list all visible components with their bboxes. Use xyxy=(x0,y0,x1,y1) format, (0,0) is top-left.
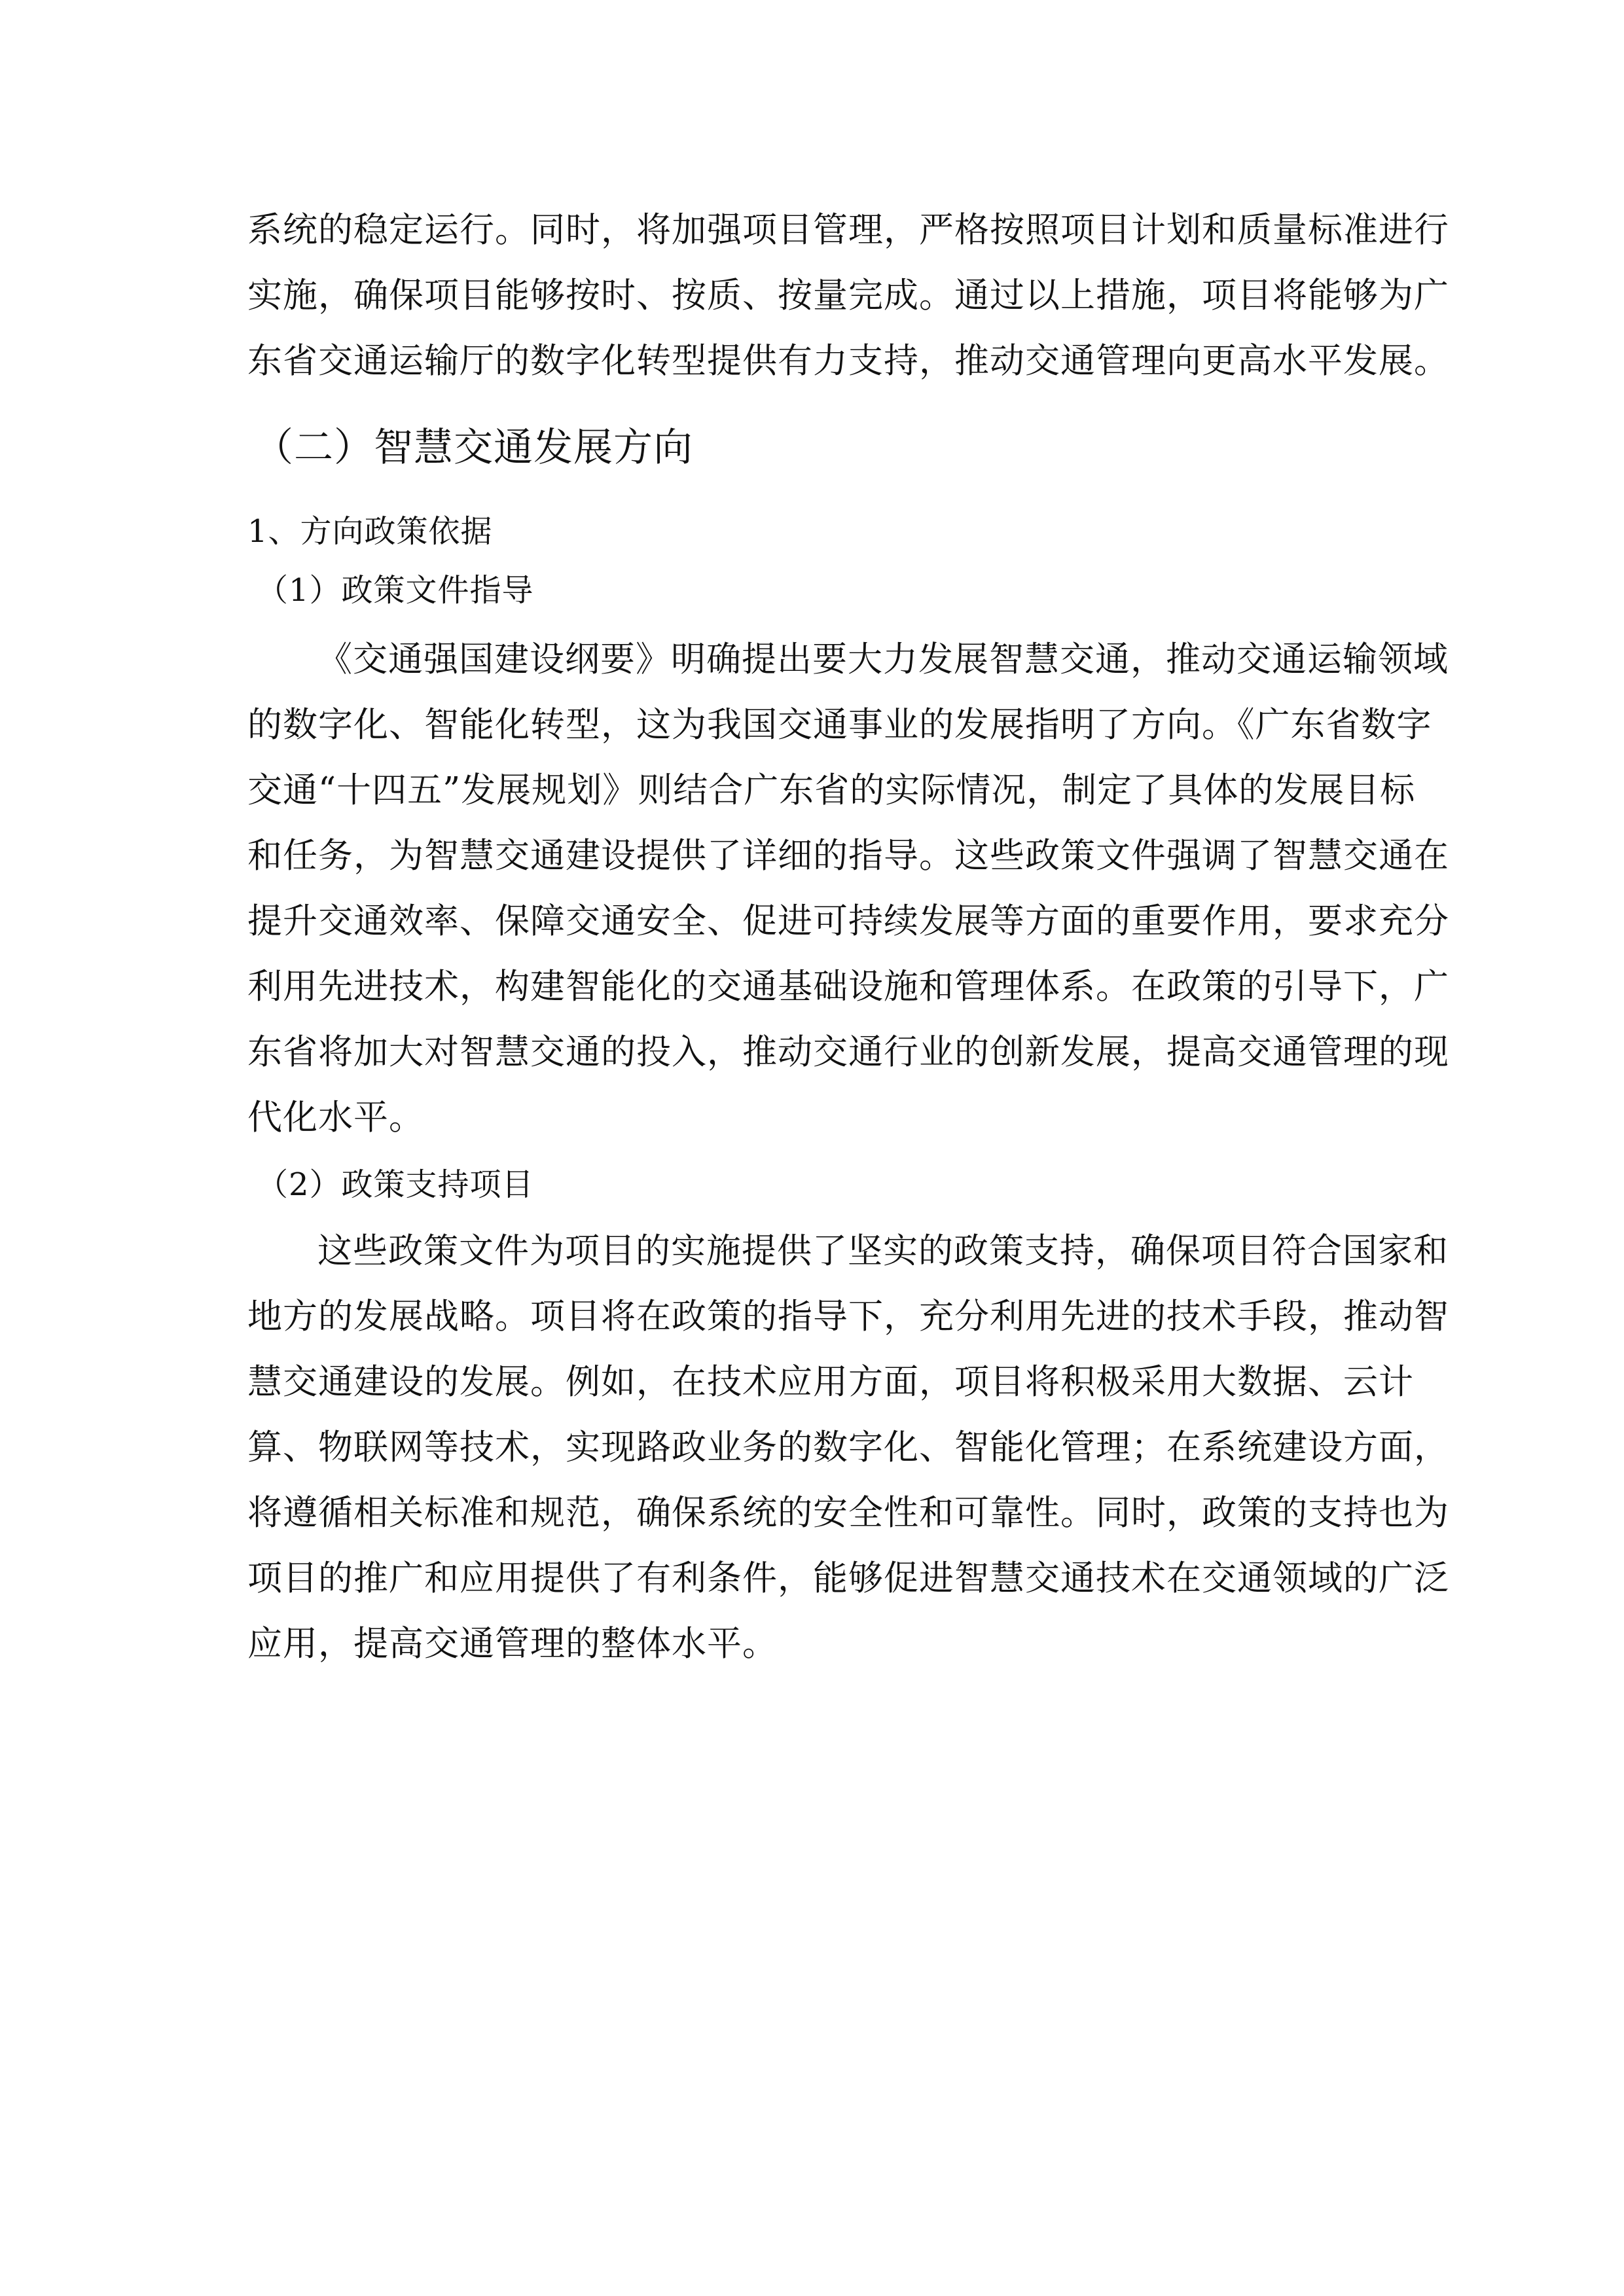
item-heading: （1）政策文件指导 xyxy=(257,572,534,609)
item1-paragraph-line: 交通“十四五”发展规划》则结合广东省的实际情况，制定了具体的发展目标 xyxy=(247,770,1416,810)
section-heading: （二）智慧交通发展方向 xyxy=(254,425,693,471)
item2-paragraph-line: 慧交通建设的发展。例如，在技术应用方面，项目将积极采用大数据、云计 xyxy=(247,1362,1414,1402)
item1-paragraph-line: 的数字化、智能化转型，这为我国交通事业的发展指明了方向。《广东省数字 xyxy=(247,705,1432,745)
item1-paragraph-line: 和任务，为智慧交通建设提供了详细的指导。这些政策文件强调了智慧交通在 xyxy=(247,836,1449,876)
item1-paragraph-line: 利用先进技术，构建智能化的交通基础设施和管理体系。在政策的引导下，广 xyxy=(247,967,1449,1007)
item2-paragraph-line: 应用，提高交通管理的整体水平。 xyxy=(247,1624,778,1664)
item2-paragraph-line: 将遵循相关标准和规范，确保系统的安全性和可靠性。同时，政策的支持也为 xyxy=(247,1493,1449,1533)
item2-paragraph-line: 地方的发展战略。项目将在政策的指导下，充分利用先进的技术手段，推动智 xyxy=(247,1297,1449,1336)
item1-paragraph-line: 提升交通效率、保障交通安全、促进可持续发展等方面的重要作用，要求充分 xyxy=(247,901,1449,941)
item2-paragraph-line: 这些政策文件为项目的实施提供了坚实的政策支持，确保项目符合国家和 xyxy=(317,1231,1449,1271)
subsection-heading: 1、方向政策依据 xyxy=(247,513,493,550)
item1-paragraph-line: 《交通强国建设纲要》明确提出要大力发展智慧交通，推动交通运输领域 xyxy=(317,639,1449,679)
item-heading: （2）政策支持项目 xyxy=(257,1166,534,1203)
intro-paragraph-line: 实施，确保项目能够按时、按质、按量完成。通过以上措施，项目将能够为广 xyxy=(247,276,1449,315)
item1-paragraph-line: 代化水平。 xyxy=(247,1098,424,1138)
intro-paragraph-line: 东省交通运输厅的数字化转型提供有力支持，推动交通管理向更高水平发展。 xyxy=(247,341,1449,381)
intro-paragraph-line: 系统的稳定运行。同时，将加强项目管理，严格按照项目计划和质量标准进行 xyxy=(247,210,1449,250)
item2-paragraph-line: 项目的推广和应用提供了有利条件，能够促进智慧交通技术在交通领域的广泛 xyxy=(247,1558,1449,1598)
item1-paragraph-line: 东省将加大对智慧交通的投入，推动交通行业的创新发展，提高交通管理的现 xyxy=(247,1032,1449,1072)
item2-paragraph-line: 算、物联网等技术，实现路政业务的数字化、智能化管理；在系统建设方面， xyxy=(247,1427,1449,1467)
